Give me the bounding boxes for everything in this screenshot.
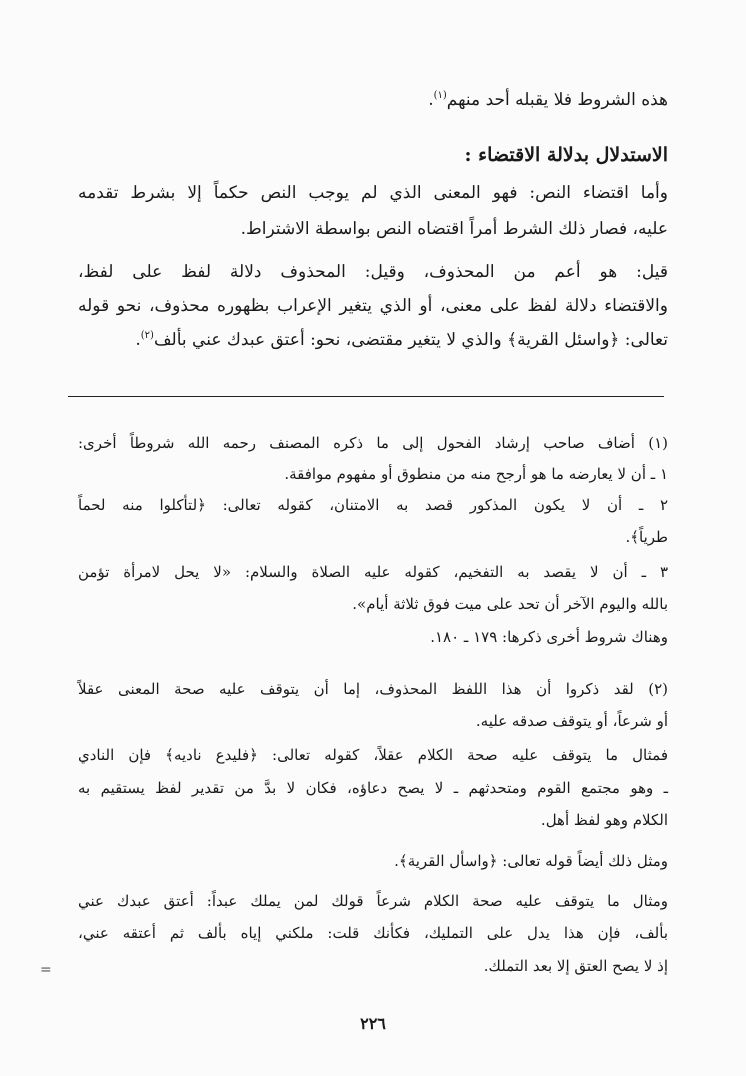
footnote-ref-2[interactable]: (٢) bbox=[140, 330, 154, 341]
intro-line: هذه الشروط فلا يقبله أحد منهم$^{(١)}$. bbox=[428, 90, 668, 110]
footnote-separator bbox=[68, 396, 664, 397]
fn2-line-1: (٢) لقد ذكروا أن هذا اللفظ المحذوف، إما أن يتوقف عليه صحة المعنى عقلاً bbox=[78, 680, 668, 698]
fn1-line-7: وهناك شروط أخرى ذكرها: ١٧٩ ـ ١٨٠. bbox=[430, 628, 668, 646]
footnote-ref-1[interactable]: (١) bbox=[433, 90, 447, 101]
section-heading: الاستدلال بدلالة الاقتضاء : bbox=[464, 144, 668, 166]
fn1-line-1: (١) أضاف صاحب إرشاد الفحول إلى ما ذكره المصنف رحمه الله شروطاً أخرى: bbox=[78, 434, 668, 452]
fn1-line-3: ٢ ـ أن لا يكون المذكور قصد به الامتنان، كقوله تعالى: ﴿لتأكلوا منه لحماً bbox=[78, 496, 668, 514]
fn2-line-2: أو شرعاً، أو يتوقف صدقه عليه. bbox=[475, 712, 668, 730]
fn2-line-8: بألف، فإن هذا يدل على التمليك، فكأنك قلت: ملكني إياه بألف ثم أعتقه عني، bbox=[78, 924, 668, 942]
fn1-line-4: طرياً﴾. bbox=[625, 528, 668, 546]
para2-line-1: قيل: هو أعم من المحذوف، وقيل: المحذوف دلالة لفظ على لفظ، bbox=[78, 262, 668, 282]
fn2-line-3: فمثال ما يتوقف عليه صحة الكلام عقلاً، كقوله تعالى: ﴿فليدع ناديه﴾ فإن النادي bbox=[78, 746, 668, 764]
fn2-line-9: إذ لا يصح العتق إلا بعد التملك. bbox=[483, 957, 668, 975]
fn2-line-6: ومثل ذلك أيضاً قوله تعالى: ﴿واسأل القرية﴾. bbox=[394, 852, 668, 870]
fn1-line-5: ٣ ـ أن لا يقصد به التفخيم، كقوله عليه الصلاة والسلام: «لا يحل لامرأة تؤمن bbox=[78, 563, 668, 581]
fn2-line-4: ـ وهو مجتمع القوم ومتحدثهم ـ لا يصح دعاؤه، فكان لا بدَّ من تقدير لفظ يستقيم به bbox=[78, 779, 668, 797]
fn2-line-5: الكلام وهو لفظ أهل. bbox=[540, 811, 668, 829]
fn1-line-6: بالله واليوم الآخر أن تحد على ميت فوق ثلاثة أيام». bbox=[352, 595, 668, 613]
fn2-line-7: ومثال ما يتوقف عليه صحة الكلام شرعاً قولك لمن يملك عبداً: أعتق عبدك عني bbox=[78, 892, 668, 910]
fn1-line-2: ١ ـ أن لا يعارضه ما هو أرجح منه من منطوق أو مفهوم موافقة. bbox=[284, 465, 668, 483]
para2-line-2: والاقتضاء دلالة لفظ على معنى، أو الذي يتغير الإعراب بظهوره محذوف، نحو قوله bbox=[78, 296, 668, 316]
para2-line-3: تعالى: ﴿واسئل القرية﴾ والذي لا يتغير مقتضى، نحو: أعتق عبدك عني بألف$^{(٢)}$. bbox=[135, 330, 668, 350]
page-number: ٢٢٦ bbox=[360, 1014, 386, 1033]
para1-line-1: وأما اقتضاء النص: فهو المعنى الذي لم يوجب النص حكماً إلا بشرط تقدمه bbox=[78, 183, 668, 203]
margin-mark: = bbox=[40, 962, 52, 978]
para1-line-2: عليه، فصار ذلك الشرط أمراً اقتضاه النص بواسطة الاشتراط. bbox=[240, 219, 668, 239]
